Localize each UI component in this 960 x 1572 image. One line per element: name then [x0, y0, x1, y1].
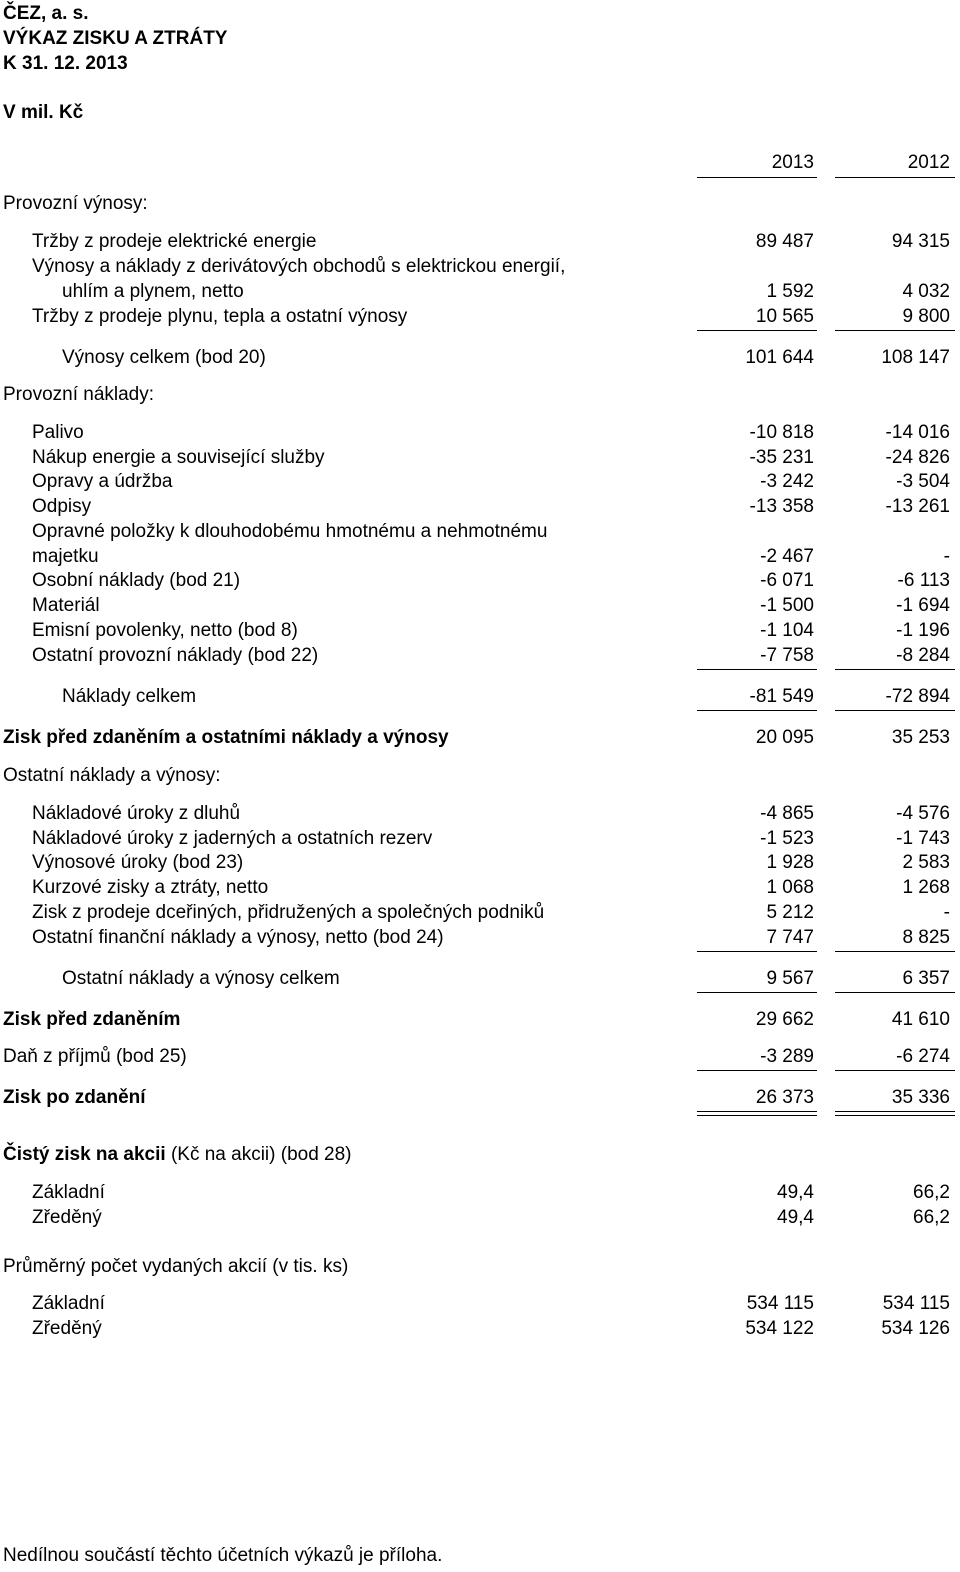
value-2012: -8 284 — [896, 645, 950, 666]
value-2012: -1 196 — [896, 620, 950, 641]
row-label-net-profit: Zisk po zdanění — [3, 1087, 146, 1108]
double-underline — [835, 1111, 955, 1112]
statement-title: VÝKAZ ZISKU A ZTRÁTY — [3, 28, 228, 49]
value-2012: 8 825 — [902, 927, 950, 948]
eps-title — [3, 1144, 352, 1166]
subtotal-line — [835, 330, 955, 331]
value-2012: -1 694 — [896, 595, 950, 616]
value-2012: 66,2 — [913, 1182, 950, 1203]
row-label: Výnosové úroky (bod 23) — [32, 852, 244, 873]
value-2013: 7 747 — [766, 927, 814, 948]
column-header-underline — [697, 177, 817, 178]
column-header-underline — [835, 177, 955, 178]
value-2012: -24 826 — [885, 447, 950, 468]
total-line — [835, 1070, 955, 1071]
value-2012: -3 504 — [896, 471, 950, 492]
row-label: Zředěný — [32, 1318, 102, 1339]
value-2012: 534 126 — [881, 1318, 950, 1339]
subtotal-line — [697, 669, 817, 670]
row-label: majetku — [32, 546, 99, 567]
row-label: Nákladové úroky z dluhů — [32, 803, 241, 824]
row-label: Zisk z prodeje dceřiných, přidružených a společných podniků — [32, 902, 545, 923]
total-line — [697, 710, 817, 711]
value-2013: -7 758 — [760, 645, 814, 666]
row-label: Opravy a údržba — [32, 471, 173, 492]
value-2013: -4 865 — [760, 803, 814, 824]
value-2013: 9 567 — [766, 968, 814, 989]
subtotal-line — [697, 330, 817, 331]
value-2012: 4 032 — [902, 281, 950, 302]
column-header-2013: 2013 — [771, 152, 814, 173]
value-2012: -6 113 — [897, 570, 950, 591]
value-2012: 108 147 — [881, 347, 950, 368]
value-2013: 534 122 — [745, 1318, 814, 1339]
value-2013: 5 212 — [766, 902, 814, 923]
value-2013: 101 644 — [745, 347, 814, 368]
statement-date: K 31. 12. 2013 — [3, 53, 128, 74]
row-label-costs-total: Náklady celkem — [62, 686, 197, 707]
value-2013: -13 358 — [749, 496, 814, 517]
value-2012: -4 576 — [896, 803, 950, 824]
subtotal-line — [835, 951, 955, 952]
subtotal-line — [835, 669, 955, 670]
row-label-other-total: Ostatní náklady a výnosy celkem — [62, 968, 340, 989]
value-2012: 35 253 — [891, 727, 950, 748]
row-label: Opravné položky k dlouhodobému hmotnému a nehmotnému — [32, 521, 548, 542]
row-label-revenues-total: Výnosy celkem (bod 20) — [62, 347, 266, 368]
row-label-ebt-before-other: Zisk před zdaněním a ostatními náklady a výnosy — [3, 727, 449, 748]
subtotal-line — [697, 951, 817, 952]
total-line — [697, 992, 817, 993]
row-label: uhlím a plynem, netto — [62, 281, 244, 302]
eps-title-rest: (Kč na akcii) (bod 28) — [170, 1144, 352, 1165]
value-2013: 89 487 — [755, 231, 814, 252]
value-2012: -72 894 — [885, 686, 950, 707]
total-line — [835, 992, 955, 993]
value-2013: 1 592 — [766, 281, 814, 302]
company-name: ČEZ, a. s. — [3, 3, 89, 24]
double-underline — [835, 1115, 955, 1116]
value-2012: 41 610 — [891, 1009, 950, 1030]
row-label: Odpisy — [32, 496, 92, 517]
value-2013: -1 523 — [760, 828, 814, 849]
value-2012: 35 336 — [891, 1087, 950, 1108]
value-2012: - — [943, 902, 950, 923]
row-label-ebt: Zisk před zdaněním — [3, 1009, 181, 1030]
value-2013: 1 068 — [766, 877, 814, 898]
value-2012: 9 800 — [902, 306, 950, 327]
value-2012: 6 357 — [902, 968, 950, 989]
row-label: Materiál — [32, 595, 100, 616]
value-2013: -3 289 — [760, 1046, 814, 1067]
value-2013: -35 231 — [749, 447, 814, 468]
row-label: Nákladové úroky z jaderných a ostatních rezerv — [32, 828, 433, 849]
value-2012: -6 274 — [896, 1046, 950, 1067]
row-label: Emisní povolenky, netto (bod 8) — [32, 620, 298, 641]
value-2013: 20 095 — [755, 727, 814, 748]
total-line — [697, 1070, 817, 1071]
value-2013: -81 549 — [749, 686, 814, 707]
row-label: Tržby z prodeje elektrické energie — [32, 231, 317, 252]
row-label: Zředěný — [32, 1207, 102, 1228]
row-label: Základní — [32, 1182, 105, 1203]
row-label: Osobní náklady (bod 21) — [32, 570, 241, 591]
value-2013: -1 104 — [760, 620, 814, 641]
double-underline — [697, 1111, 817, 1112]
section-title-revenues: Provozní výnosy: — [3, 193, 148, 214]
value-2013: -2 467 — [760, 546, 814, 567]
value-2013: -6 071 — [760, 570, 814, 591]
unit-label: V mil. Kč — [3, 102, 84, 123]
row-label: Nákup energie a související služby — [32, 447, 325, 468]
row-label-tax: Daň z příjmů (bod 25) — [3, 1046, 187, 1067]
value-2013: 49,4 — [777, 1207, 814, 1228]
total-line — [835, 710, 955, 711]
value-2013: -3 242 — [760, 471, 814, 492]
value-2012: - — [943, 546, 950, 567]
row-label: Základní — [32, 1293, 105, 1314]
value-2013: 534 115 — [746, 1293, 814, 1314]
value-2013: 49,4 — [777, 1182, 814, 1203]
row-label: Ostatní finanční náklady a výnosy, netto (bod 24) — [32, 927, 444, 948]
value-2013: 10 565 — [755, 306, 814, 327]
row-label: Kurzové zisky a ztráty, netto — [32, 877, 269, 898]
value-2013: 26 373 — [755, 1087, 814, 1108]
double-underline — [697, 1115, 817, 1116]
column-header-2012: 2012 — [907, 152, 950, 173]
value-2012: 1 268 — [902, 877, 950, 898]
value-2012: -14 016 — [885, 422, 950, 443]
value-2013: -1 500 — [760, 595, 814, 616]
value-2013: -10 818 — [749, 422, 814, 443]
row-label: Ostatní provozní náklady (bod 22) — [32, 645, 319, 666]
section-title-costs: Provozní náklady: — [3, 384, 155, 405]
eps-title-bold: Čistý zisk na akcii — [3, 1144, 166, 1165]
value-2013: 1 928 — [766, 852, 814, 873]
value-2012: 2 583 — [902, 852, 950, 873]
row-label: Palivo — [32, 422, 84, 443]
value-2012: 94 315 — [891, 231, 950, 252]
row-label: Výnosy a náklady z derivátových obchodů s elektrickou energií, — [32, 256, 566, 277]
shares-title: Průměrný počet vydaných akcií (v tis. ks) — [3, 1256, 349, 1277]
section-title-other: Ostatní náklady a výnosy: — [3, 765, 221, 786]
value-2012: -1 743 — [896, 828, 950, 849]
value-2012: 66,2 — [913, 1207, 950, 1228]
value-2012: -13 261 — [885, 496, 950, 517]
value-2013: 29 662 — [755, 1009, 814, 1030]
row-label: Tržby z prodeje plynu, tepla a ostatní výnosy — [32, 306, 408, 327]
value-2012: 534 115 — [882, 1293, 950, 1314]
footer-note: Nedílnou součástí těchto účetních výkazů je příloha. — [3, 1545, 443, 1566]
